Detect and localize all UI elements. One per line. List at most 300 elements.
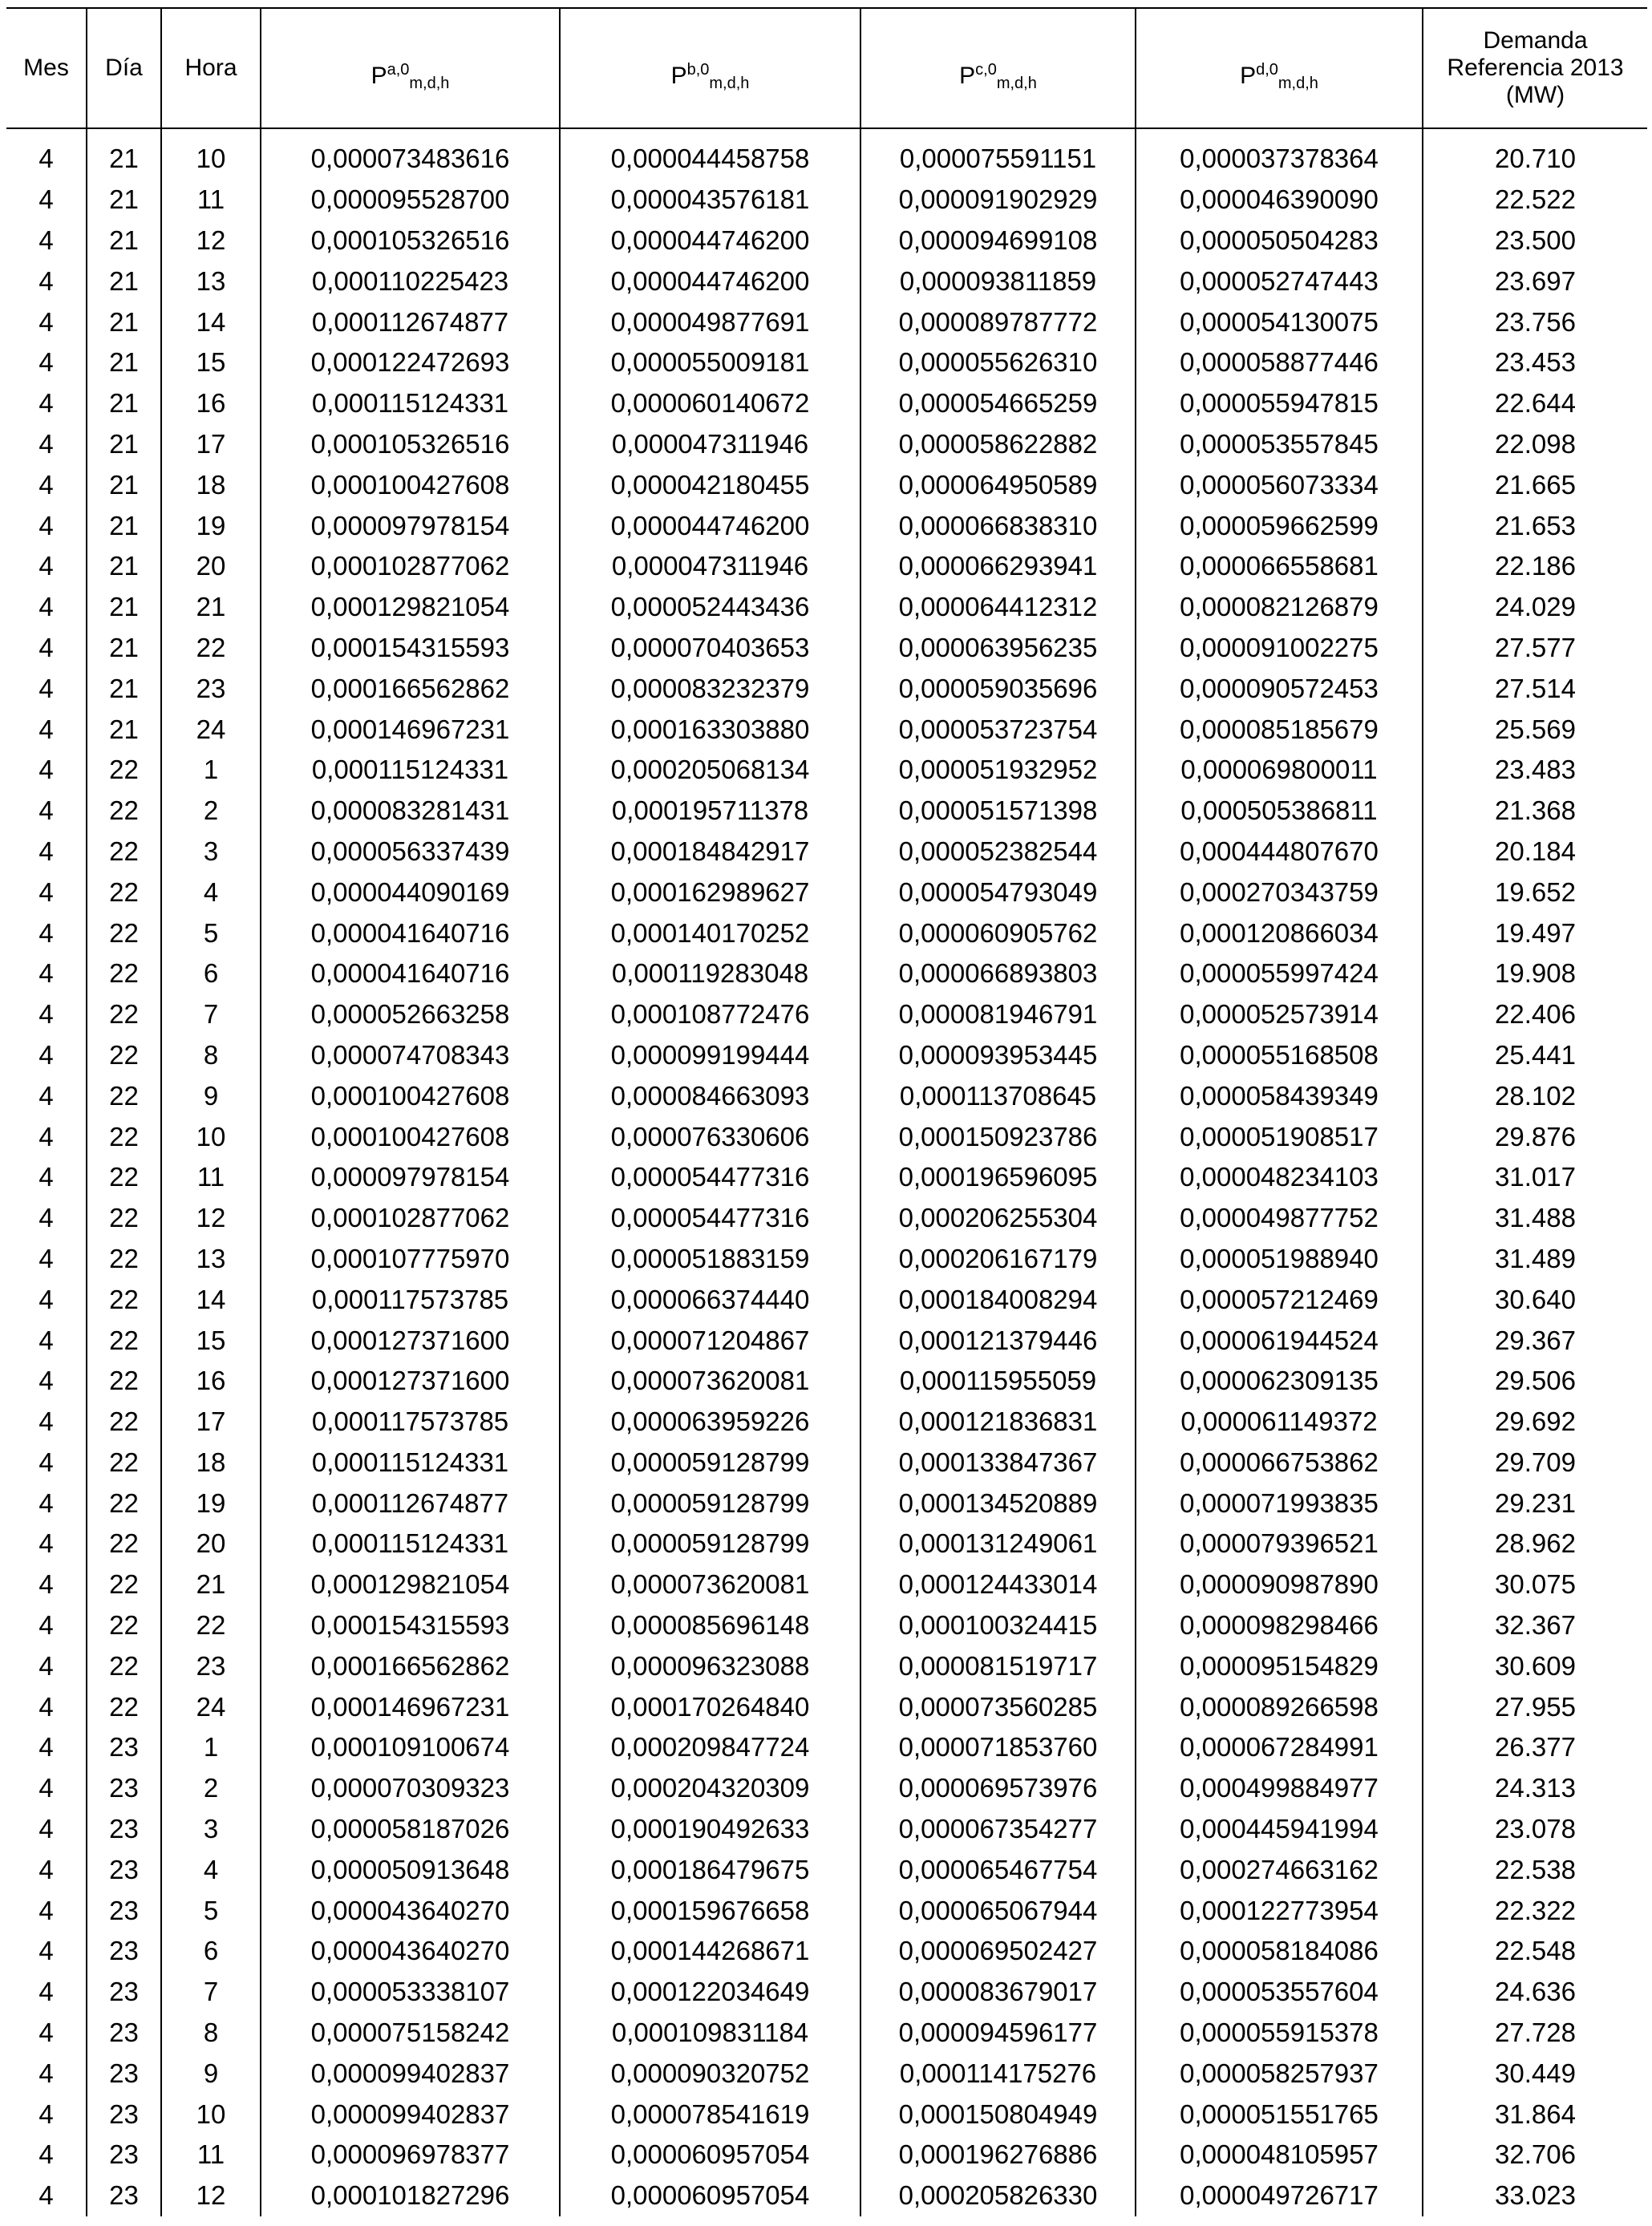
table-row [6, 1361, 1647, 1402]
pb-cell: 0,000055009181 [560, 342, 860, 383]
demanda-cell: 22.322 [1423, 1890, 1647, 1931]
table-row [6, 953, 1647, 994]
table-row [6, 1686, 1647, 1727]
table-row [6, 1524, 1647, 1564]
table-row [6, 1931, 1647, 1972]
pc-cell: 0,000150923786 [860, 1116, 1136, 1157]
pd-cell: 0,000066558681 [1136, 546, 1423, 587]
pa-cell: 0,000052663258 [261, 994, 560, 1035]
mes-cell: 4 [38, 469, 54, 500]
pc-cell: 0,000081946791 [860, 994, 1136, 1035]
pd-cell: 0,000051908517 [1136, 1116, 1423, 1157]
pd-cell: 0,000058877446 [1136, 342, 1423, 383]
hora-cell: 7 [161, 994, 261, 1035]
pa-cell: 0,000115124331 [261, 1443, 560, 1483]
dia-cell: 21 [87, 342, 161, 383]
pb-cell: 0,000190492633 [560, 1809, 860, 1850]
hora-cell: 6 [161, 1931, 261, 1972]
table-row [6, 505, 1647, 546]
pa-cell: 0,000129821054 [261, 1564, 560, 1605]
mes-cell: 4 [38, 1366, 54, 1396]
pa-cell: 0,000105326516 [261, 424, 560, 465]
header-pd: P$^{d,0}_{m,d,h}$ [1136, 8, 1423, 128]
pa-cell: 0,000044090169 [261, 872, 560, 913]
table-row [6, 261, 1647, 302]
pb-cell: 0,000073620081 [560, 1361, 860, 1402]
hora-cell: 14 [161, 302, 261, 342]
pb-cell: 0,000066374440 [560, 1279, 860, 1320]
mes-cell: 4 [38, 2180, 54, 2211]
dia-cell: 22 [87, 1402, 161, 1443]
hora-cell: 2 [161, 1768, 261, 1809]
header-dia: Día [87, 8, 161, 128]
pd-cell: 0,000505386811 [1136, 791, 1423, 832]
pd-cell: 0,000274663162 [1136, 1849, 1423, 1890]
pa-cell: 0,000101827296 [261, 2175, 560, 2216]
pa-cell: 0,000099402837 [261, 2094, 560, 2135]
dia-cell: 21 [87, 302, 161, 342]
demanda-cell: 22.186 [1423, 546, 1647, 587]
table-row [6, 383, 1647, 424]
pd-cell: 0,000048105957 [1136, 2135, 1423, 2175]
pd-cell: 0,000055947815 [1136, 383, 1423, 424]
pc-cell: 0,000059035696 [860, 668, 1136, 709]
pa-cell: 0,000127371600 [261, 1361, 560, 1402]
pa-cell: 0,000117573785 [261, 1402, 560, 1443]
pc-cell: 0,000133847367 [860, 1443, 1136, 1483]
pd-cell: 0,000066753862 [1136, 1443, 1423, 1483]
demanda-cell: 24.313 [1423, 1768, 1647, 1809]
dia-cell: 22 [87, 1075, 161, 1116]
header-demanda: Demanda Referencia 2013 (MW) [1423, 8, 1647, 128]
pc-cell: 0,000206255304 [860, 1198, 1136, 1239]
pb-cell: 0,000073620081 [560, 1564, 860, 1605]
dia-cell: 21 [87, 128, 161, 180]
demanda-cell: 22.644 [1423, 383, 1647, 424]
pc-cell: 0,000184008294 [860, 1279, 1136, 1320]
mes-cell: 4 [38, 1325, 54, 1355]
table-row [6, 424, 1647, 465]
dia-cell: 22 [87, 1320, 161, 1361]
pd-cell: 0,000051551765 [1136, 2094, 1423, 2135]
pa-cell: 0,000100427608 [261, 1075, 560, 1116]
demanda-cell: 19.908 [1423, 953, 1647, 994]
pb-cell: 0,000144268671 [560, 1931, 860, 1972]
table-row [6, 1972, 1647, 2013]
demanda-cell: 30.609 [1423, 1645, 1647, 1686]
dia-cell: 21 [87, 221, 161, 261]
pa-cell: 0,000056337439 [261, 832, 560, 872]
demanda-cell: 23.697 [1423, 261, 1647, 302]
demanda-cell: 21.653 [1423, 505, 1647, 546]
pd-cell: 0,000089266598 [1136, 1686, 1423, 1727]
pc-cell: 0,000081519717 [860, 1645, 1136, 1686]
hora-cell: 4 [161, 1849, 261, 1890]
hora-cell: 5 [161, 913, 261, 953]
pc-cell: 0,000115955059 [860, 1361, 1136, 1402]
pb-cell: 0,000060957054 [560, 2175, 860, 2216]
hora-cell: 1 [161, 1727, 261, 1768]
pb-cell: 0,000063959226 [560, 1402, 860, 1443]
demanda-cell: 29.231 [1423, 1483, 1647, 1524]
pa-cell: 0,000107775970 [261, 1239, 560, 1280]
pb-cell: 0,000084663093 [560, 1075, 860, 1116]
hora-cell: 10 [161, 1116, 261, 1157]
pd-cell: 0,000046390090 [1136, 180, 1423, 221]
demanda-cell: 31.489 [1423, 1239, 1647, 1280]
hora-cell: 24 [161, 709, 261, 750]
demanda-cell: 29.709 [1423, 1443, 1647, 1483]
mes-cell: 4 [38, 225, 54, 255]
mes-cell: 4 [38, 1732, 54, 1763]
hora-cell: 21 [161, 587, 261, 628]
hora-cell: 24 [161, 1686, 261, 1727]
demanda-cell: 32.706 [1423, 2135, 1647, 2175]
hora-cell: 17 [161, 424, 261, 465]
pa-cell: 0,000050913648 [261, 1849, 560, 1890]
table-row [6, 1320, 1647, 1361]
pb-cell: 0,000119283048 [560, 953, 860, 994]
pc-cell: 0,000150804949 [860, 2094, 1136, 2135]
pb-cell: 0,000186479675 [560, 1849, 860, 1890]
dia-cell: 22 [87, 1443, 161, 1483]
pc-cell: 0,000083679017 [860, 1972, 1136, 2013]
dia-cell: 23 [87, 1809, 161, 1850]
mes-cell: 4 [38, 755, 54, 785]
table-row [6, 464, 1647, 505]
header-row [6, 8, 1647, 128]
demanda-cell: 23.483 [1423, 750, 1647, 791]
pc-cell: 0,000114175276 [860, 2053, 1136, 2094]
pb-cell: 0,000195711378 [560, 791, 860, 832]
dia-cell: 22 [87, 1157, 161, 1198]
pd-cell: 0,000069800011 [1136, 750, 1423, 791]
pd-cell: 0,000090572453 [1136, 668, 1423, 709]
demanda-cell: 22.406 [1423, 994, 1647, 1035]
demanda-cell: 24.636 [1423, 1972, 1647, 2013]
pc-cell: 0,000093811859 [860, 261, 1136, 302]
hora-cell: 19 [161, 1483, 261, 1524]
dia-cell: 21 [87, 180, 161, 221]
pa-cell: 0,000100427608 [261, 464, 560, 505]
dia-cell: 22 [87, 1239, 161, 1280]
dia-cell: 22 [87, 1361, 161, 1402]
pb-cell: 0,000085696148 [560, 1605, 860, 1646]
demanda-cell: 22.538 [1423, 1849, 1647, 1890]
pb-cell: 0,000159676658 [560, 1890, 860, 1931]
mes-cell: 4 [38, 1121, 54, 1151]
demanda-cell: 20.184 [1423, 832, 1647, 872]
pa-cell: 0,000127371600 [261, 1320, 560, 1361]
pd-cell: 0,000122773954 [1136, 1890, 1423, 1931]
hora-cell: 21 [161, 1564, 261, 1605]
pc-cell: 0,000094699108 [860, 221, 1136, 261]
pb-cell: 0,000059128799 [560, 1443, 860, 1483]
table-row [6, 1645, 1647, 1686]
pc-cell: 0,000051932952 [860, 750, 1136, 791]
demanda-cell: 30.449 [1423, 2053, 1647, 2094]
dia-cell: 23 [87, 2175, 161, 2216]
hora-cell: 20 [161, 1524, 261, 1564]
table-row [6, 2094, 1647, 2135]
pa-cell: 0,000154315593 [261, 628, 560, 669]
dia-cell: 21 [87, 261, 161, 302]
dia-cell: 21 [87, 383, 161, 424]
pd-cell: 0,000055168508 [1136, 1035, 1423, 1076]
pc-cell: 0,000196276886 [860, 2135, 1136, 2175]
pc-cell: 0,000100324415 [860, 1605, 1136, 1646]
pd-cell: 0,000055997424 [1136, 953, 1423, 994]
pb-cell: 0,000059128799 [560, 1483, 860, 1524]
mes-cell: 4 [38, 1406, 54, 1437]
pb-cell: 0,000170264840 [560, 1686, 860, 1727]
pc-cell: 0,000205826330 [860, 2175, 1136, 2216]
demanda-cell: 27.577 [1423, 628, 1647, 669]
pd-cell: 0,000062309135 [1136, 1361, 1423, 1402]
mes-cell: 4 [38, 876, 54, 907]
pa-cell: 0,000097978154 [261, 1157, 560, 1198]
hora-cell: 11 [161, 2135, 261, 2175]
dia-cell: 23 [87, 2053, 161, 2094]
pc-cell: 0,000066293941 [860, 546, 1136, 587]
table-row [6, 832, 1647, 872]
table-row [6, 180, 1647, 221]
pb-cell: 0,000060957054 [560, 2135, 860, 2175]
pb-cell: 0,000043576181 [560, 180, 860, 221]
pd-cell: 0,000054130075 [1136, 302, 1423, 342]
demanda-cell: 28.962 [1423, 1524, 1647, 1564]
pa-cell: 0,000070309323 [261, 1768, 560, 1809]
hora-cell: 5 [161, 1890, 261, 1931]
hora-cell: 12 [161, 2175, 261, 2216]
table-row [6, 2053, 1647, 2094]
pc-cell: 0,000089787772 [860, 302, 1136, 342]
demanda-cell: 29.876 [1423, 1116, 1647, 1157]
dia-cell: 22 [87, 1645, 161, 1686]
pc-cell: 0,000054793049 [860, 872, 1136, 913]
mes-cell: 4 [38, 1569, 54, 1600]
pc-cell: 0,000124433014 [860, 1564, 1136, 1605]
header-mes: Mes [6, 8, 87, 128]
table-row [6, 1116, 1647, 1157]
hora-cell: 8 [161, 1035, 261, 1076]
hora-cell: 1 [161, 750, 261, 791]
dia-cell: 23 [87, 2135, 161, 2175]
pa-cell: 0,000083281431 [261, 791, 560, 832]
demanda-cell: 31.864 [1423, 2094, 1647, 2135]
pb-cell: 0,000071204867 [560, 1320, 860, 1361]
mes-cell: 4 [38, 1203, 54, 1233]
dia-cell: 23 [87, 2094, 161, 2135]
pc-cell: 0,000113708645 [860, 1075, 1136, 1116]
pa-cell: 0,000058187026 [261, 1809, 560, 1850]
table-row [6, 1443, 1647, 1483]
table-row [6, 1035, 1647, 1076]
mes-cell: 4 [38, 265, 54, 296]
mes-cell: 4 [38, 1936, 54, 1966]
mes-cell: 4 [38, 428, 54, 459]
demanda-cell: 29.506 [1423, 1361, 1647, 1402]
pc-cell: 0,000069573976 [860, 1768, 1136, 1809]
dia-cell: 23 [87, 1768, 161, 1809]
pb-cell: 0,000070403653 [560, 628, 860, 669]
pc-cell: 0,000063956235 [860, 628, 1136, 669]
hora-cell: 14 [161, 1279, 261, 1320]
hora-cell: 13 [161, 261, 261, 302]
pc-cell: 0,000131249061 [860, 1524, 1136, 1564]
dia-cell: 21 [87, 668, 161, 709]
pd-cell: 0,000059662599 [1136, 505, 1423, 546]
demanda-cell: 25.441 [1423, 1035, 1647, 1076]
mes-cell: 4 [38, 999, 54, 1030]
header-pb: P$^{b,0}_{m,d,h}$ [560, 8, 860, 128]
pd-cell: 0,000120866034 [1136, 913, 1423, 953]
mes-cell: 4 [38, 1650, 54, 1681]
pc-cell: 0,000093953445 [860, 1035, 1136, 1076]
pb-cell: 0,000044746200 [560, 221, 860, 261]
hora-cell: 19 [161, 505, 261, 546]
demanda-cell: 27.514 [1423, 668, 1647, 709]
pb-cell: 0,000099199444 [560, 1035, 860, 1076]
dia-cell: 23 [87, 1931, 161, 1972]
mes-cell: 4 [38, 1162, 54, 1192]
demanda-cell: 21.665 [1423, 464, 1647, 505]
pa-cell: 0,000166562862 [261, 1645, 560, 1686]
demanda-cell: 23.078 [1423, 1809, 1647, 1850]
pa-cell: 0,000105326516 [261, 221, 560, 261]
mes-cell: 4 [38, 306, 54, 337]
hora-cell: 22 [161, 1605, 261, 1646]
pd-cell: 0,000053557845 [1136, 424, 1423, 465]
pd-cell: 0,000056073334 [1136, 464, 1423, 505]
hora-cell: 11 [161, 1157, 261, 1198]
table-row [6, 1157, 1647, 1198]
pb-cell: 0,000083232379 [560, 668, 860, 709]
table-row [6, 1279, 1647, 1320]
pd-cell: 0,000049877752 [1136, 1198, 1423, 1239]
table-row [6, 1198, 1647, 1239]
mes-cell: 4 [38, 347, 54, 378]
hora-cell: 11 [161, 180, 261, 221]
pb-cell: 0,000047311946 [560, 424, 860, 465]
table-row [6, 302, 1647, 342]
hora-cell: 10 [161, 2094, 261, 2135]
table-row [6, 791, 1647, 832]
table-body [6, 128, 1647, 2216]
pb-cell: 0,000204320309 [560, 1768, 860, 1809]
table-row [6, 668, 1647, 709]
pb-cell: 0,000044746200 [560, 261, 860, 302]
pc-cell: 0,000121836831 [860, 1402, 1136, 1443]
table-row [6, 1564, 1647, 1605]
pd-cell: 0,000055915378 [1136, 2013, 1423, 2054]
pa-cell: 0,000166562862 [261, 668, 560, 709]
dia-cell: 22 [87, 1279, 161, 1320]
pd-cell: 0,000053557604 [1136, 1972, 1423, 2013]
demanda-cell: 28.102 [1423, 1075, 1647, 1116]
pa-cell: 0,000146967231 [261, 1686, 560, 1727]
pc-cell: 0,000055626310 [860, 342, 1136, 383]
mes-cell: 4 [38, 1243, 54, 1273]
pd-cell: 0,000058257937 [1136, 2053, 1423, 2094]
pc-cell: 0,000051571398 [860, 791, 1136, 832]
mes-cell: 4 [38, 958, 54, 989]
pa-cell: 0,000102877062 [261, 1198, 560, 1239]
dia-cell: 22 [87, 994, 161, 1035]
table-row [6, 1239, 1647, 1280]
demanda-cell: 30.640 [1423, 1279, 1647, 1320]
dia-cell: 22 [87, 953, 161, 994]
pa-cell: 0,000115124331 [261, 750, 560, 791]
table-row [6, 994, 1647, 1035]
pb-cell: 0,000090320752 [560, 2053, 860, 2094]
mes-cell: 4 [38, 632, 54, 662]
table-row [6, 587, 1647, 628]
pb-cell: 0,000054477316 [560, 1157, 860, 1198]
pb-cell: 0,000163303880 [560, 709, 860, 750]
hora-cell: 17 [161, 1402, 261, 1443]
demanda-cell: 20.710 [1423, 128, 1647, 180]
pa-cell: 0,000115124331 [261, 1524, 560, 1564]
mes-cell: 4 [38, 714, 54, 744]
hora-cell: 4 [161, 872, 261, 913]
dia-cell: 21 [87, 505, 161, 546]
dia-cell: 22 [87, 1198, 161, 1239]
pa-cell: 0,000043640270 [261, 1931, 560, 1972]
dia-cell: 22 [87, 832, 161, 872]
pc-cell: 0,000060905762 [860, 913, 1136, 953]
hora-cell: 9 [161, 2053, 261, 2094]
dia-cell: 21 [87, 587, 161, 628]
table-row [6, 750, 1647, 791]
pc-cell: 0,000052382544 [860, 832, 1136, 872]
pa-cell: 0,000109100674 [261, 1727, 560, 1768]
table-row [6, 342, 1647, 383]
pc-cell: 0,000067354277 [860, 1809, 1136, 1850]
mes-cell: 4 [38, 1854, 54, 1884]
pd-cell: 0,000071993835 [1136, 1483, 1423, 1524]
mes-cell: 4 [38, 1528, 54, 1559]
pb-cell: 0,000044458758 [560, 128, 860, 180]
mes-cell: 4 [38, 551, 54, 581]
pd-cell: 0,000050504283 [1136, 221, 1423, 261]
table-row [6, 1727, 1647, 1768]
dia-cell: 23 [87, 1972, 161, 2013]
mes-cell: 4 [38, 673, 54, 703]
mes-cell: 4 [38, 2018, 54, 2048]
pc-cell: 0,000134520889 [860, 1483, 1136, 1524]
mes-cell: 4 [38, 388, 54, 419]
pc-cell: 0,000065067944 [860, 1890, 1136, 1931]
pb-cell: 0,000108772476 [560, 994, 860, 1035]
mes-cell: 4 [38, 592, 54, 622]
dia-cell: 21 [87, 709, 161, 750]
hora-cell: 12 [161, 1198, 261, 1239]
hora-cell: 18 [161, 464, 261, 505]
demanda-cell: 22.548 [1423, 1931, 1647, 1972]
table-row [6, 1483, 1647, 1524]
hora-cell: 18 [161, 1443, 261, 1483]
pb-cell: 0,000205068134 [560, 750, 860, 791]
hora-cell: 15 [161, 342, 261, 383]
dia-cell: 22 [87, 1035, 161, 1076]
demanda-cell: 22.098 [1423, 424, 1647, 465]
pd-cell: 0,000048234103 [1136, 1157, 1423, 1198]
dia-cell: 23 [87, 2013, 161, 2054]
pa-cell: 0,000129821054 [261, 587, 560, 628]
mes-cell: 4 [38, 144, 54, 174]
pc-cell: 0,000071853760 [860, 1727, 1136, 1768]
